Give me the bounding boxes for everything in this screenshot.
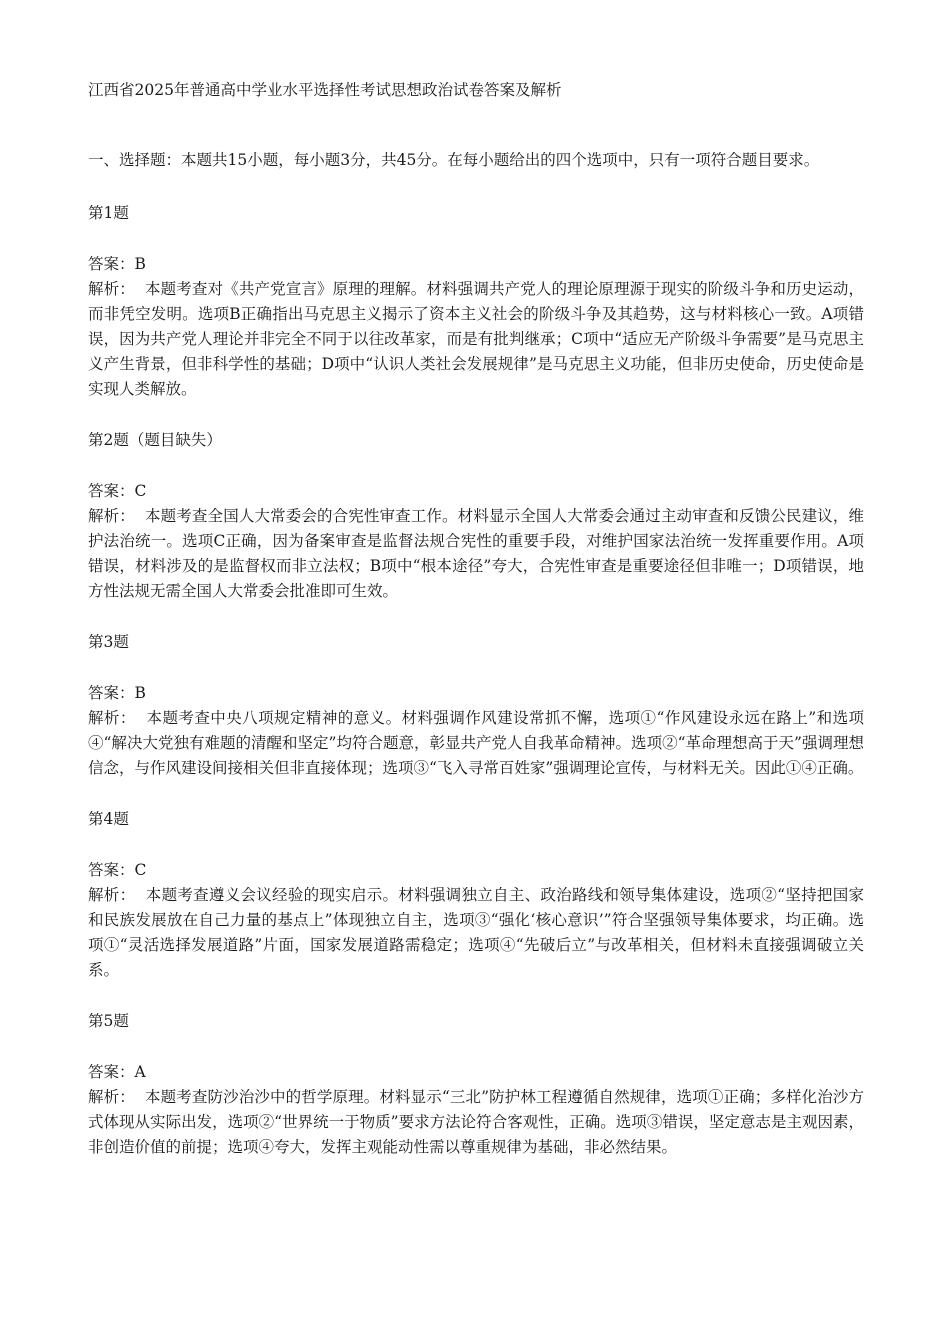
answer-value: C [134,482,147,500]
analysis-label: 解析： [88,1088,145,1106]
document-page [88,78,864,1186]
answer-value: C [134,861,147,879]
question-answer [88,1060,864,1085]
analysis-text: 本题考查对《共产党宣言》原理的理解。材料强调共产党人的理论原理源于现实的阶级斗争和历史运动，而非凭空发明。选项B正确指出马克思主义揭示了资本主义社会的阶级斗争及其趋势，这与材料核心一致。A项错误，因为共产党人理论并非完全不同于以往改革家，而是有批判继承；C项中“适应无产阶级斗争需要”是马克思主义产生背景，但非科学性的基础；D项中“认识人类社会发展规律”是马克思主义功能，但非历史使命，历史使命是实现人类解放。 [88,280,864,398]
answer-label: 答案： [88,861,135,879]
answer-value: B [134,255,146,273]
question-title: 第3题 [88,633,129,651]
question-title: 第5题 [88,1012,129,1030]
question-block-3 [88,630,864,781]
answer-label: 答案： [88,255,135,273]
answer-value: A [134,1063,146,1081]
answer-label: 答案： [88,684,135,702]
analysis-label: 解析： [88,280,146,298]
question-analysis [88,883,864,983]
answer-value: B [134,684,146,702]
analysis-label: 解析： [88,709,147,727]
analysis-label: 解析： [88,507,146,525]
analysis-text: 本题考查遵义会议经验的现实启示。材料强调独立自主、政治路线和领导集体建设，选项②“坚持把国家和民族发展放在自己力量的基点上”体现独立自主，选项③“强化‘核心意识’”符合坚强领导集体要求，均正确。选项①“灵活选择发展道路”片面，国家发展道路需稳定；选项④“先破后立”与改革相关，但材料未直接强调破立关系。 [88,886,864,979]
section-heading: 一、选择题：本题共15小题，每小题3分，共45分。在每小题给出的四个选项中，只有一项符合题目要求。 [88,151,820,169]
document-title: 江西省2025年普通高中学业水平选择性考试思想政治试卷答案及解析 [88,81,562,99]
question-block-4 [88,807,864,983]
question-analysis [88,504,864,604]
question-analysis [88,277,864,402]
question-block-1 [88,201,864,402]
question-title: 第2题（题目缺失） [88,431,222,449]
question-answer [88,479,864,504]
analysis-label: 解析： [88,886,146,904]
answer-label: 答案： [88,482,135,500]
question-block-5 [88,1009,864,1160]
analysis-text: 本题考查全国人大常委会的合宪性审查工作。材料显示全国人大常委会通过主动审查和反馈公民建议，维护法治统一。选项C正确，因为备案审查是监督法规合宪性的重要手段，对维护国家法治统一发挥重要作用。A项错误，材料涉及的是监督权而非立法权；B项中“根本途径”夸大，合宪性审查是重要途径但非唯一；D项错误，地方性法规无需全国人大常委会批准即可生效。 [88,507,864,600]
question-title: 第4题 [88,810,129,828]
analysis-text: 本题考查中央八项规定精神的意义。材料强调作风建设常抓不懈，选项①“作风建设永远在路上”和选项④“解决大党独有难题的清醒和坚定”均符合题意，彰显共产党人自我革命精神。选项②“革命理想高于天”强调理想信念，与作风建设间接相关但非直接体现；选项③“飞入寻常百姓家”强调理论宣传，与材料无关。因此①④正确。 [88,709,865,777]
analysis-text: 本题考查防沙治沙中的哲学原理。材料显示“三北”防护林工程遵循自然规律，选项①正确；多样化治沙方式体现从实际出发，选项②“世界统一于物质”要求方法论符合客观性，正确。选项③错误，坚定意志是主观因素，非创造价值的前提；选项④夸大，发挥主观能动性需以尊重规律为基础，非必然结果。 [88,1088,865,1156]
question-answer [88,681,864,706]
question-analysis [88,706,864,781]
question-analysis [88,1085,864,1160]
question-title: 第1题 [88,204,129,222]
question-answer [88,858,864,883]
answer-label: 答案： [88,1063,135,1081]
question-block-2 [88,428,864,604]
question-answer [88,252,864,277]
